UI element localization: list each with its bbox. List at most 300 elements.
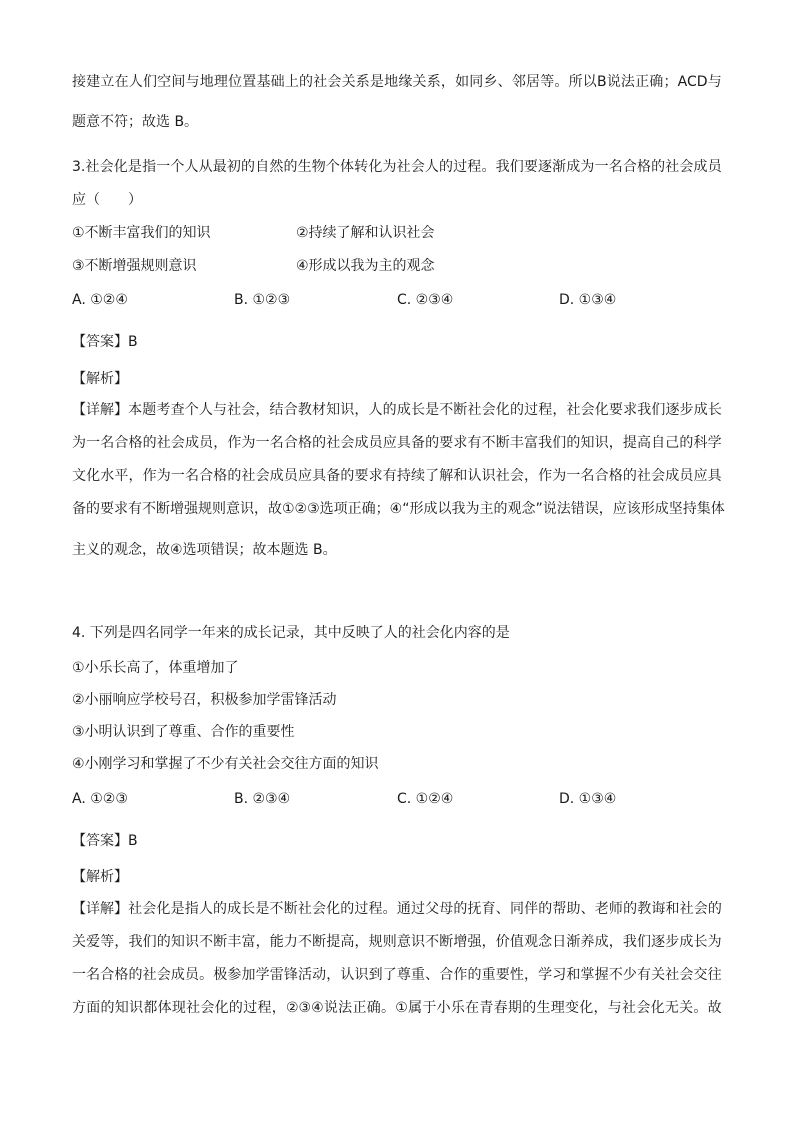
text-token: 的: [142, 435, 157, 451]
text-token: 念: [538, 934, 553, 950]
text-token: 坚: [668, 501, 683, 517]
text-token: 的: [707, 901, 722, 917]
text-token: 以: [437, 501, 452, 517]
text-token: 社: [186, 1000, 201, 1016]
text-token: 理: [213, 74, 228, 90]
text-token: 师: [608, 901, 623, 917]
text-token: 物: [311, 159, 326, 175]
text-token: 加: [241, 967, 256, 983]
text-token: ，: [255, 402, 270, 418]
text-token: ，: [552, 402, 567, 418]
text-token: 属: [408, 1000, 423, 1016]
text-token: 从: [198, 159, 213, 175]
text-token: ，: [254, 501, 268, 517]
text-token: 应: [382, 435, 397, 451]
text-token: 合: [100, 967, 115, 983]
text-token: 值: [509, 934, 524, 950]
text-token: 缘: [398, 74, 413, 90]
text-token: 的: [453, 901, 468, 917]
text-token: 断: [283, 901, 298, 917]
text-token: 认: [340, 967, 355, 983]
text-token: 程: [368, 901, 383, 917]
text-token: ，: [271, 1000, 286, 1016]
text-token: 置: [242, 74, 257, 90]
text-token: 故: [268, 501, 282, 517]
text-token: 知: [114, 1000, 129, 1016]
text-token: 居: [526, 74, 540, 90]
text-token: 助: [566, 901, 581, 917]
text-token: 水: [100, 468, 115, 484]
text-token: 到: [368, 967, 383, 983]
text-token: 成: [679, 934, 694, 950]
detail-line: 主义的观念，故④选项错误；故本题选 B。: [72, 542, 337, 558]
detail-line: [72, 932, 722, 952]
text-token: 我: [495, 159, 510, 175]
text-token: 员: [707, 159, 722, 175]
text-token: 会: [327, 74, 342, 90]
text-token: 化: [214, 1000, 229, 1016]
text-token: 。: [554, 74, 569, 90]
text-token: 法: [556, 501, 571, 517]
text-token: 员: [368, 435, 383, 451]
text-token: 社: [622, 1000, 637, 1016]
text-token: 断: [453, 402, 468, 418]
text-token: 求: [114, 501, 128, 517]
text-token: 断: [213, 934, 228, 950]
question-4-stem: 4. 下列是四名同学一年来的成长记录，其中反映了人的社会化内容的是: [72, 625, 510, 641]
text-token: 会: [580, 402, 595, 418]
text-token: 自: [651, 435, 666, 451]
text-token: ；: [375, 501, 390, 517]
text-token: 教: [637, 901, 652, 917]
text-token: 。: [481, 159, 496, 175]
text-token: 人: [198, 901, 213, 917]
text-token: 应: [612, 501, 627, 517]
text-token: 老: [594, 901, 609, 917]
statement-1: ①不断丰富我们的知识: [72, 225, 211, 241]
text-token: 空: [157, 74, 172, 90]
text-token: 高: [340, 934, 355, 950]
text-token: ①: [395, 1000, 408, 1016]
text-token: 人: [128, 74, 143, 90]
text-token: 接: [72, 74, 86, 90]
text-token: 一: [170, 468, 185, 484]
text-token: 断: [495, 435, 510, 451]
text-token: 、: [495, 901, 510, 917]
text-token: 逐: [538, 159, 552, 175]
text-token: 观: [507, 501, 522, 517]
text-token: 应: [693, 468, 708, 484]
text-token: ，: [524, 468, 538, 484]
text-token: 误: [584, 501, 599, 517]
text-token: 合: [439, 967, 454, 983]
text-token: 会: [156, 967, 171, 983]
text-token: 断: [156, 501, 170, 517]
text-token: ④“形: [389, 501, 424, 517]
text-token: 格: [128, 435, 143, 451]
text-token: 选: [319, 501, 334, 517]
text-token: 会: [311, 901, 326, 917]
text-token: 法: [620, 74, 635, 90]
text-token: 则: [212, 501, 226, 517]
text-token: 成: [654, 501, 669, 517]
text-token: 丰: [509, 435, 524, 451]
text-token: 逐: [665, 402, 680, 418]
text-token: 持: [396, 468, 411, 484]
text-token: 参: [227, 967, 242, 983]
text-token: 社: [297, 901, 312, 917]
text-token: 无: [664, 1000, 679, 1016]
text-token: 成: [170, 967, 185, 983]
text-token: 格: [114, 967, 129, 983]
text-token: 合: [622, 159, 637, 175]
text-token: 我: [128, 934, 143, 950]
text-token: ，: [598, 501, 613, 517]
text-token: 应: [298, 468, 312, 484]
text-token: 为: [72, 435, 86, 451]
text-token: 化: [650, 1000, 665, 1016]
text-token: 强: [467, 934, 482, 950]
text-token: 地: [199, 74, 214, 90]
text-token: 体: [710, 501, 725, 517]
text-token: 会: [651, 468, 666, 484]
text-token: 人: [198, 402, 213, 418]
text-token: 帮: [552, 901, 567, 917]
text-token: 的: [340, 901, 355, 917]
text-token: 的: [623, 901, 638, 917]
analysis-label: 【解析】: [72, 869, 128, 885]
text-token: 步: [665, 934, 680, 950]
text-token: 长: [693, 934, 708, 950]
text-token: 成: [354, 435, 369, 451]
text-token: 为: [241, 435, 256, 451]
text-token: 基: [256, 74, 271, 90]
text-token: 社: [313, 74, 328, 90]
question-3-stem: [72, 157, 722, 177]
text-token: 面: [86, 1000, 101, 1016]
text-token: 题: [142, 402, 157, 418]
text-token: 为: [465, 501, 480, 517]
text-token: 故: [707, 1000, 722, 1016]
text-token: 合: [114, 435, 129, 451]
detail-line: [72, 433, 722, 453]
option-d: D. ①③④: [559, 791, 617, 807]
text-token: 会: [509, 468, 524, 484]
text-token: 形: [640, 501, 655, 517]
text-token: 成: [396, 402, 411, 418]
text-token: 社: [566, 402, 581, 418]
text-token: 现: [171, 1000, 186, 1016]
text-token: 为: [580, 159, 595, 175]
text-token: 的: [382, 402, 397, 418]
statement-3: ③小明认识到了尊重、合作的重要性: [72, 724, 295, 740]
text-token: 渐: [552, 159, 567, 175]
text-token: 指: [142, 159, 157, 175]
text-token: 不: [269, 901, 284, 917]
text-token: 员: [185, 967, 199, 983]
text-token: 础: [270, 74, 285, 90]
text-token: 强: [184, 501, 198, 517]
text-token: 的: [439, 159, 454, 175]
text-token: 关: [341, 74, 356, 90]
text-token: 员: [283, 468, 298, 484]
text-token: 体: [157, 1000, 172, 1016]
text-line: 题意不符；故选 B。: [72, 114, 199, 130]
text-token: 是: [127, 159, 142, 175]
text-token: 我: [622, 934, 637, 950]
text-token: 本: [128, 402, 143, 418]
text-token: 过: [243, 1000, 258, 1016]
text-token: 们: [651, 402, 666, 418]
text-token: 合: [594, 468, 609, 484]
text-token: ，: [608, 435, 623, 451]
text-token: 员: [679, 468, 694, 484]
text-token: ，: [481, 934, 496, 950]
text-token: 的: [212, 901, 227, 917]
text-token: 成: [423, 501, 438, 517]
analysis-label: 【解析】: [72, 371, 128, 387]
text-token: 程: [467, 159, 482, 175]
text-token: 尊: [396, 967, 411, 983]
text-token: 程: [538, 402, 553, 418]
text-token: 的: [467, 967, 482, 983]
text-token: 们: [552, 435, 567, 451]
text-token: ①②③: [282, 501, 320, 517]
text-token: 正: [347, 501, 362, 517]
text-token: 然: [269, 159, 284, 175]
text-token: 的: [679, 435, 694, 451]
text-token: 会: [679, 159, 694, 175]
text-token: 是: [369, 74, 384, 90]
text-token: 要: [523, 159, 538, 175]
text-token: 社: [128, 901, 143, 917]
text-token: 格: [636, 159, 651, 175]
text-token: 重: [481, 967, 496, 983]
text-token: 期: [507, 1000, 522, 1016]
text-token: 识: [594, 435, 609, 451]
text-token: 养: [580, 934, 595, 950]
text-token: 的: [241, 159, 256, 175]
text-token: 同: [469, 74, 484, 90]
text-token: 化: [86, 468, 101, 484]
text-token: 作: [453, 967, 468, 983]
text-token: 识: [481, 468, 496, 484]
text-token: 增: [453, 934, 468, 950]
text-token: 要: [439, 435, 454, 451]
text-token: 名: [100, 435, 115, 451]
text-token: 丰: [227, 934, 242, 950]
text-token: 成: [185, 435, 199, 451]
text-token: ；: [663, 74, 678, 90]
text-token: 不: [439, 402, 454, 418]
text-token: 日: [552, 934, 567, 950]
text-token: 会: [410, 159, 425, 175]
text-token: 一: [86, 435, 101, 451]
text-token: 我: [451, 501, 466, 517]
text-token: 体: [340, 159, 355, 175]
text-token: 成: [566, 159, 581, 175]
option-d: D. ①③④: [559, 292, 617, 308]
text-token: 提: [326, 934, 341, 950]
text-token: 、: [580, 901, 595, 917]
text-token: 生: [297, 159, 312, 175]
text-token: 会: [340, 435, 355, 451]
text-token: 科: [693, 435, 708, 451]
detail-line: [72, 466, 722, 486]
text-token: 一: [255, 435, 270, 451]
text-token: 初: [226, 159, 241, 175]
text-token: 上: [284, 74, 299, 90]
text-token: 、: [425, 967, 440, 983]
text-token: 意: [396, 934, 411, 950]
text-token: 断: [439, 934, 454, 950]
text-token: ，: [213, 435, 228, 451]
text-token: 爱: [86, 934, 101, 950]
option-c: C. ①②④: [397, 791, 454, 807]
text-token: 教: [297, 402, 312, 418]
text-token: 合: [283, 402, 298, 418]
text-token: 转: [354, 159, 369, 175]
option-a: A. ①②③: [72, 791, 128, 807]
text-token: 富: [241, 934, 256, 950]
text-token: 会: [99, 159, 114, 175]
text-token: 。: [199, 967, 214, 983]
text-token: 个: [184, 402, 199, 418]
text-token: 具: [396, 435, 411, 451]
text-token: 长: [707, 402, 722, 418]
text-token: 名: [608, 159, 623, 175]
text-token: 备: [72, 501, 86, 517]
text-token: 社: [326, 435, 341, 451]
text-token: 会: [481, 402, 496, 418]
text-token: 社: [85, 159, 100, 175]
text-token: 的: [566, 435, 581, 451]
text-token: 社: [241, 468, 256, 484]
text-token: 的: [340, 468, 355, 484]
text-token: 通: [396, 901, 411, 917]
text-token: 步: [679, 402, 694, 418]
text-token: 正: [635, 74, 650, 90]
text-token: 的: [509, 402, 524, 418]
text-token: 社: [227, 402, 242, 418]
text-token: 学: [538, 967, 553, 983]
text-token: ，: [608, 934, 623, 950]
text-token: 的: [283, 159, 298, 175]
text-token: 具: [707, 468, 722, 484]
text-token: 位: [228, 74, 243, 90]
text-token: 识: [240, 501, 254, 517]
text-token: 不: [608, 967, 623, 983]
text-token: 社: [665, 967, 680, 983]
text-token: 3.: [72, 159, 86, 175]
text-token: B: [596, 74, 607, 90]
text-token: 查: [170, 402, 185, 418]
text-token: 少: [622, 967, 637, 983]
text-token: 我: [637, 402, 652, 418]
text-token: 重: [411, 967, 425, 983]
option-b: B. ①②③: [234, 292, 291, 308]
text-token: ，: [255, 934, 270, 950]
text-token: 乡: [483, 74, 498, 90]
text-token: 能: [269, 934, 284, 950]
statement-1: ①小乐长高了，体重增加了: [72, 660, 239, 676]
text-token: 有: [128, 501, 142, 517]
text-token: 关: [412, 74, 427, 90]
text-token: 识: [185, 934, 199, 950]
text-token: 化: [368, 159, 383, 175]
statement-4: ④小刚学习和掌握了不少有关社会交往方面的知识: [72, 756, 379, 772]
text-token: 解: [439, 468, 454, 484]
text-token: 识: [411, 934, 425, 950]
text-token: 错: [570, 501, 585, 517]
text-token: 抚: [467, 901, 482, 917]
text-token: 文: [72, 468, 86, 484]
text-token: 确: [649, 74, 664, 90]
option-c: C. ②③④: [397, 292, 454, 308]
text-token: 掌: [580, 967, 595, 983]
text-token: ，: [114, 934, 129, 950]
text-token: 规: [368, 934, 383, 950]
text-token: 认: [467, 468, 482, 484]
text-token: 的: [86, 501, 100, 517]
text-token: 方: [72, 1000, 86, 1016]
text-token: 过: [410, 901, 425, 917]
text-token: 员: [199, 435, 214, 451]
text-token: 是: [425, 402, 440, 418]
text-token: 高: [637, 435, 651, 451]
text-token: 我: [538, 435, 553, 451]
text-token: 会: [170, 435, 185, 451]
text-token: 为: [707, 934, 722, 950]
text-token: 说: [606, 74, 621, 90]
text-token: 学: [707, 435, 722, 451]
text-token: 过: [354, 901, 369, 917]
text-token: 化: [113, 159, 128, 175]
text-token: ，: [354, 934, 369, 950]
text-token: 材: [311, 402, 326, 418]
text-token: 化: [594, 402, 609, 418]
text-token: 续: [411, 468, 425, 484]
text-token: 化: [495, 402, 510, 418]
text-token: 正: [352, 1000, 367, 1016]
text-token: 个: [170, 159, 185, 175]
text-token: 长: [410, 402, 425, 418]
text-token: 个: [325, 159, 340, 175]
text-token: 知: [326, 402, 341, 418]
text-token: 长: [241, 901, 256, 917]
text-token: 最: [212, 159, 227, 175]
text-token: 人: [184, 159, 199, 175]
text-token: 间: [171, 74, 186, 90]
text-token: 父: [425, 901, 440, 917]
text-token: 握: [594, 967, 609, 983]
text-token: 该: [626, 501, 641, 517]
text-token: 与: [707, 74, 722, 90]
text-token: 识: [340, 402, 355, 418]
text-token: 的: [228, 1000, 243, 1016]
text-token: 备: [326, 468, 341, 484]
text-token: 考: [156, 402, 171, 418]
text-token: 断: [312, 934, 327, 950]
text-token: 小: [436, 1000, 451, 1016]
text-token: 动: [312, 967, 327, 983]
text-token: 立: [100, 74, 115, 90]
text-token: 会: [241, 402, 256, 418]
text-token: 极: [213, 967, 228, 983]
text-token: 成: [269, 468, 284, 484]
text-token: 的: [100, 1000, 115, 1016]
text-token: 邻: [511, 74, 526, 90]
